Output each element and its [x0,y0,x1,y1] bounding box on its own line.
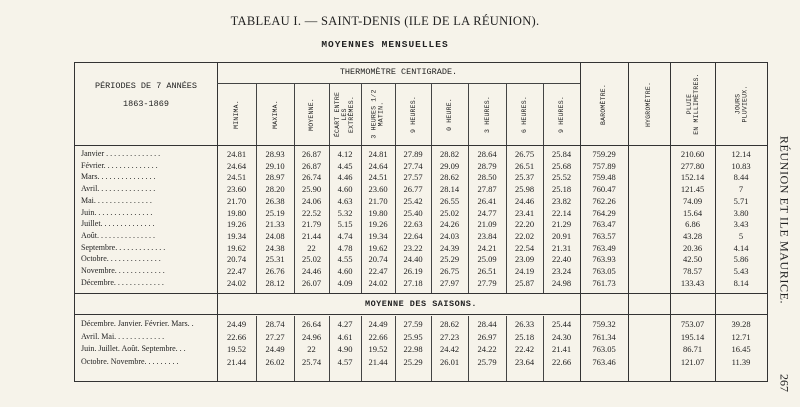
month-row-value: 759.29 [592,149,616,159]
season-row-value: 24.49 [226,319,247,329]
month-row-value: 25.98 [514,184,535,195]
periods-label: PÉRIODES DE 7 ANNÉES [94,81,198,91]
month-row-value: 29.09 [439,160,460,171]
month-row-value: 22.64 [403,230,423,241]
month-row-value: 22.47 [226,266,247,276]
month-row-value: 27.74 [403,160,423,171]
month-row-value: 43.28 [682,230,703,241]
season-row-value: 27.23 [439,331,460,342]
month-row-value: 22.63 [403,219,423,230]
season-row-value: 22.66 [226,331,247,342]
season-row-value: 86.71 [682,344,703,354]
season-row-value: 25.44 [551,319,572,329]
month-row-value: 25.52 [551,172,572,183]
month-row-value: 19.26 [368,219,388,230]
column-header: 3 HEURES. [483,95,491,133]
month-row-value: 22 [307,242,316,253]
season-row-value: 4.57 [337,356,353,367]
month-row-value: 19.80 [226,207,247,218]
month-row-value: 25.84 [551,149,572,159]
month-row-value: 24.02 [226,277,247,288]
month-row-value: 28.50 [477,172,497,183]
season-row-value: 26.33 [514,319,535,329]
month-row-value: 763.57 [592,230,616,241]
month-row-value: 25.02 [439,207,460,218]
month-row-value: 24.46 [301,266,322,276]
month-row-label: Septembre. . . . . . . . . . . . . [81,242,166,252]
season-row-label: Décembre. Janvier. Février. Mars. . [81,319,194,328]
month-row-value: 4.46 [337,172,353,183]
month-row-value: 74.09 [682,195,703,206]
season-row-value: 121.07 [680,356,705,367]
month-row-value: 26.41 [477,195,497,206]
month-row-value: 27.97 [439,277,460,288]
month-row-value: 25.90 [301,184,322,195]
month-row-value: 24.51 [368,172,388,183]
month-row-value: 23.60 [368,184,388,195]
column-header: MOYENNE. [308,97,315,131]
header-rule [75,145,767,146]
month-row-value: 10.83 [731,160,751,171]
month-row-value: 19.34 [226,230,247,241]
month-row-value: 26.38 [265,195,285,206]
month-row-value: 28.12 [265,277,285,288]
periods-header [75,77,217,113]
season-row-value: 759.32 [592,319,616,329]
month-row-value: 28.97 [265,172,285,183]
column-header: MAXIMA. [271,99,279,129]
month-row-value: 22.52 [301,207,322,218]
month-row-value: 4.74 [337,230,353,241]
column-header: BAROMÈTRE. [600,83,608,125]
month-row-label: Mai. . . . . . . . . . . . . . . [81,195,152,205]
season-row-value: 25.18 [514,331,535,342]
month-row-value: 23.84 [477,230,497,241]
column-header: 6 HEURES. [521,95,528,133]
season-row-value: 26.02 [265,356,285,367]
month-row-value: 26.75 [439,266,460,276]
season-row-value: 763.46 [592,356,616,367]
month-row-value: 210.60 [680,149,705,159]
month-row-value: 4.45 [337,160,353,171]
month-row-value: 763.05 [592,266,616,276]
season-row-value: 16.45 [731,344,751,354]
season-row-value: 26.97 [477,331,497,342]
month-row-value: 8.14 [733,277,749,288]
month-row-value: 27.57 [403,172,423,183]
month-row-value: 22.47 [368,266,388,276]
month-row-label: Janvier . . . . . . . . . . . . . . [81,149,161,158]
month-row-value: 26.55 [439,195,460,206]
month-row-value: 24.64 [368,160,388,171]
month-row-value: 22.40 [551,254,572,265]
month-row-value: 24.19 [514,266,535,276]
month-row-value: 277.80 [680,160,705,171]
month-row-label: Octobre. . . . . . . . . . . . . . [81,254,161,264]
month-row-value: 5 [738,230,744,241]
month-row-value: 24.08 [265,230,285,241]
column-header: 0 HEURE. [446,97,453,131]
month-row-value: 22.02 [514,230,535,241]
month-row-value: 25.31 [265,254,285,265]
month-row-value: 25.02 [301,254,322,265]
month-row-value: 3.80 [733,207,749,218]
month-row-value: 27.18 [403,277,423,288]
seasons-rule-bottom [75,314,767,315]
month-row-value: 23.82 [551,195,572,206]
month-row-value: 21.33 [265,219,285,230]
month-row-value: 8.44 [733,172,749,183]
column-header: MINIMA. [233,99,240,129]
season-row-label: Avril. Mai. . . . . . . . . . . . . [81,331,165,341]
month-row-value: 20.74 [368,254,388,265]
month-row-value: 5.32 [337,207,353,218]
season-row-value: 761.34 [592,331,616,342]
month-row-value: 20.36 [682,242,703,253]
season-row-value: 23.64 [514,356,535,367]
month-row-value: 761.73 [592,277,616,288]
column-header: 9 HEURES. [409,95,417,133]
month-row-value: 24.38 [265,242,285,253]
month-row-value: 26.76 [265,266,285,276]
season-row-value: 22 [307,344,316,354]
month-row-value: 25.68 [551,160,572,171]
month-row-value: 28.20 [265,184,285,195]
month-row-label: Juin. . . . . . . . . . . . . . . [81,207,153,217]
month-row-value: 20.91 [551,230,572,241]
seasons-rule-top [75,293,767,294]
month-row-value: 26.87 [301,160,322,171]
data-table [74,62,768,382]
month-row-value: 26.51 [514,160,535,171]
month-row-value: 23.22 [403,242,423,253]
season-row-value: 24.42 [439,344,460,354]
month-row-value: 23.41 [514,207,535,218]
month-row-value: 21.29 [551,219,572,230]
month-row-value: 26.51 [477,266,497,276]
month-row-value: 24.77 [477,207,497,218]
season-row-value: 27.27 [265,331,285,342]
month-row-value: 24.26 [439,219,460,230]
season-row-value: 22.42 [514,344,535,354]
season-row-value: 4.90 [337,344,353,354]
month-row-value: 28.14 [439,184,460,195]
month-row-value: 757.89 [592,160,616,171]
season-row-value: 12.71 [731,331,751,342]
month-row-value: 25.87 [514,277,535,288]
month-row-label: Juillet. . . . . . . . . . . . . . [81,219,155,229]
season-row-value: 19.52 [368,344,388,354]
month-row-value: 763.49 [592,242,616,253]
season-row-value: 753.07 [680,319,705,329]
season-row-value: 28.44 [477,319,497,329]
month-row-value: 26.19 [403,266,423,276]
month-row-value: 26.75 [514,149,535,159]
month-row-value: 21.79 [301,219,322,230]
month-row-value: 4.12 [337,149,353,159]
month-row-value: 5.43 [733,266,749,276]
month-row-value: 4.60 [337,266,353,276]
month-row-value: 21.70 [368,195,388,206]
month-row-value: 25.29 [439,254,460,265]
month-row-value: 759.48 [592,172,616,183]
month-row-value: 24.21 [477,242,497,253]
column-header: 3 HEURES 1/2 MATIN. [371,89,385,139]
season-row-value: 11.39 [731,356,751,367]
page-number: 267 [777,374,792,392]
season-row-value: 26.01 [439,356,460,367]
month-row-label: Mars. . . . . . . . . . . . . . . [81,172,156,182]
month-row-value: 42.50 [682,254,703,265]
month-row-value: 19.26 [226,219,247,230]
month-row-value: 5.15 [337,219,353,230]
month-row-value: 24.98 [551,277,572,288]
month-row-value: 4.60 [337,184,353,195]
month-row-value: 764.29 [592,207,616,218]
month-row-value: 24.02 [368,277,388,288]
season-row-value: 25.74 [301,356,322,367]
month-row-value: 25.37 [514,172,535,183]
month-row-value: 4.09 [337,277,353,288]
month-row-value: 22.20 [514,219,535,230]
season-row-value: 24.49 [368,319,388,329]
season-row-label: Juin. Juillet. Août. Septembre. . . [81,344,186,353]
month-row-value: 27.79 [477,277,497,288]
month-row-value: 28.64 [477,149,497,159]
month-row-value: 24.40 [403,254,423,265]
season-row-value: 28.62 [439,319,460,329]
month-row-value: 763.93 [592,254,616,265]
column-header: ÉCART ENTRE LES EXTRÊMES. [334,91,356,137]
month-row-label: Avril. . . . . . . . . . . . . . . [81,184,156,194]
month-row-value: 121.45 [680,184,705,195]
month-row-value: 23.60 [226,184,247,195]
month-row-value: 25.09 [477,254,497,265]
table-subtitle: MOYENNES MENSUELLES [321,39,449,50]
month-row-label: Août. . . . . . . . . . . . . . . [81,230,155,240]
month-row-value: 25.42 [403,195,423,206]
season-row-label: Octobre. Novembre. . . . . . . . . [81,356,179,366]
month-row-value: 29.10 [265,160,285,171]
month-row-value: 3.43 [733,219,749,230]
month-row-value: 22.54 [514,242,535,253]
season-row-value: 26.64 [301,319,322,329]
season-row-value: 4.61 [337,331,353,342]
table-title: TABLEAU I. — SAINT-DENIS (ILE DE LA RÉUNION). [230,14,540,28]
month-row-value: 6.86 [685,219,700,230]
month-row-value: 26.07 [301,277,322,288]
season-row-value: 21.41 [551,344,572,354]
running-head: RÉUNION ET ILE MAURICE. [777,135,792,305]
thermometer-header: THERMOMÈTRE CENTIGRADE. [339,67,458,77]
month-row-value: 28.62 [439,172,460,183]
season-row-value: 28.74 [265,319,285,329]
month-row-value: 25.19 [265,207,285,218]
season-row-value: 22.66 [368,331,388,342]
month-row-value: 762.26 [592,195,616,206]
column-header: 9 HEURES. [558,95,565,133]
month-row-value: 12.14 [731,149,751,159]
season-row-value: 21.44 [226,356,247,367]
season-row-value: 25.95 [403,331,423,342]
season-row-value: 195.14 [680,331,705,342]
month-row-value: 19.34 [368,230,388,241]
month-row-value: 27.87 [477,184,497,195]
month-row-value: 27.89 [403,149,423,159]
month-row-value: 4.14 [733,242,749,253]
season-row-value: 25.29 [403,356,423,367]
season-row-value: 21.44 [368,356,388,367]
season-row-value: 27.59 [403,319,423,329]
month-row-value: 24.81 [226,149,247,159]
month-row-value: 25.18 [551,184,572,195]
month-row-value: 19.62 [226,242,247,253]
month-row-value: 22.14 [551,207,572,218]
month-row-value: 760.47 [592,184,616,195]
month-row-value: 15.64 [682,207,703,218]
season-row-value: 19.52 [226,344,247,354]
month-row-label: Décembre. . . . . . . . . . . . . [81,277,164,287]
month-row-value: 24.51 [226,172,247,183]
month-row-value: 24.46 [514,195,535,206]
month-row-value: 20.74 [226,254,247,265]
season-row-value: 4.27 [337,319,353,329]
month-row-value: 78.57 [682,266,703,276]
month-row-value: 19.80 [368,207,388,218]
month-row-value: 23.09 [514,254,535,265]
periods-years: 1863-1869 [123,99,169,109]
month-row-value: 4.78 [337,242,353,253]
month-row-value: 21.09 [477,219,497,230]
month-row-value: 23.24 [551,266,572,276]
month-row-value: 28.82 [439,149,460,159]
month-row-value: 28.93 [265,149,285,159]
month-row-value: 133.43 [680,277,705,288]
month-row-value: 25.40 [403,207,423,218]
season-row-value: 24.96 [301,331,322,342]
month-row-value: 24.39 [439,242,460,253]
month-row-value: 26.77 [403,184,423,195]
month-row-value: 5.86 [733,254,749,265]
month-row-value: 152.14 [680,172,705,183]
month-row-label: Février. . . . . . . . . . . . . . [81,160,158,170]
column-header: PLUIE EN MILLIMÈTRES. [685,73,700,135]
month-row-value: 7 [738,184,744,195]
month-row-value: 24.06 [301,195,322,206]
season-row-value: 24.30 [551,331,572,342]
month-row-value: 26.87 [301,149,322,159]
month-row-value: 21.31 [551,242,572,253]
month-row-value: 763.47 [592,219,616,230]
season-row-value: 22.98 [403,344,423,354]
month-row-value: 28.79 [477,160,497,171]
month-row-value: 4.63 [337,195,353,206]
month-row-value: 21.70 [226,195,247,206]
seasons-title: MOYENNE DES SAISONS. [364,299,478,309]
month-row-value: 4.55 [337,254,353,265]
column-header: HYGROMÈTRE. [645,81,653,127]
season-row-value: 25.79 [477,356,497,367]
month-row-value: 19.62 [368,242,388,253]
month-row-value: 24.03 [439,230,460,241]
season-row-value: 22.66 [551,356,572,367]
month-row-value: 24.64 [226,160,247,171]
season-row-value: 24.22 [477,344,497,354]
month-row-value: 21.44 [301,230,322,241]
month-row-value: 5.71 [733,195,749,206]
season-row-value: 24.49 [265,344,285,354]
season-row-value: 763.05 [592,344,616,354]
month-row-value: 26.74 [301,172,322,183]
month-row-value: 24.81 [368,149,388,159]
month-row-label: Novembre. . . . . . . . . . . . . [81,266,165,275]
season-row-value: 39.28 [731,319,751,329]
column-header: JOURS PLUVIEUX. [734,85,748,123]
